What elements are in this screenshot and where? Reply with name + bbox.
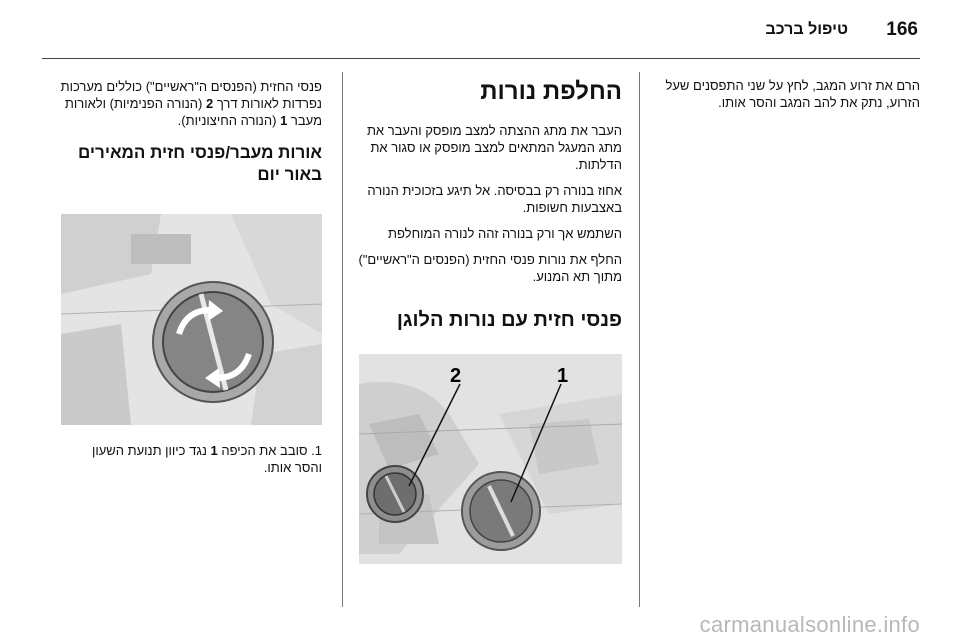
header-rule xyxy=(42,58,920,59)
ref-1-step: 1 xyxy=(210,443,218,458)
ref-1: 1 xyxy=(280,113,288,128)
column-divider-left xyxy=(342,72,343,607)
headlight-cap-figure xyxy=(61,214,322,425)
middle-column xyxy=(356,78,622,331)
watermark: carmanualsonline.info xyxy=(699,612,920,637)
bulb-replacement-heading: החלפת נורות xyxy=(480,78,622,105)
figure-label-2: 2 xyxy=(450,365,462,387)
column-divider-right xyxy=(639,72,640,607)
figure-label-1: 1 xyxy=(557,365,569,387)
low-beam-cap xyxy=(462,472,540,550)
low-beam-heading: אורות מעבר/פנסי חזית המאירים באור יום xyxy=(77,143,322,184)
section-title: טיפול ברכב xyxy=(765,21,848,38)
step-1: 1. סובב את הכיפה 1 נגד כיוון תנועת השעון והסר אותו. xyxy=(91,443,322,475)
ref-2: 2 xyxy=(205,96,214,111)
step-number: 1. xyxy=(311,443,322,458)
right-column xyxy=(652,77,920,111)
rotating-cap xyxy=(153,282,273,402)
page-header xyxy=(0,0,960,62)
headlight-access-text: החלף את נורות פנסי החזית (הפנסים ה"ראשיים") מתוך תא המנוע. xyxy=(358,252,622,284)
bulb-handling-text: אחוז בנורה רק בבסיסה. אל תיגע בזכוכית הנורה באצבעות חשופות. xyxy=(367,183,622,215)
headlight-systems-text: פנסי החזית (הפנסים ה"ראשיים") כוללים מערכות נפרדות לאורות דרך 2 (הנורה הפנימיות) ולאורות מעבר 1 (הנורה החיצוניות). xyxy=(60,79,322,128)
page-number: 166 xyxy=(886,19,918,40)
ignition-off-text: העבר את מתג ההצתה למצב מופסק והעבר את מתג המעגל המתאים למצב מופסק או סגור את הדלתות. xyxy=(366,123,622,172)
left-column xyxy=(58,78,322,186)
wiper-removal-text: הרם את זרוע המגב, לחץ על שני התפסנים שעל הזרוע, נתק את להב המגב והסר אותו. xyxy=(665,78,920,110)
halogen-headlight-figure xyxy=(359,354,622,564)
same-bulb-text: השתמש אך ורק בנורה זהה לנורה המוחלפת xyxy=(388,226,622,241)
halogen-headlights-heading: פנסי חזית עם נורות הלוגן xyxy=(396,309,622,331)
